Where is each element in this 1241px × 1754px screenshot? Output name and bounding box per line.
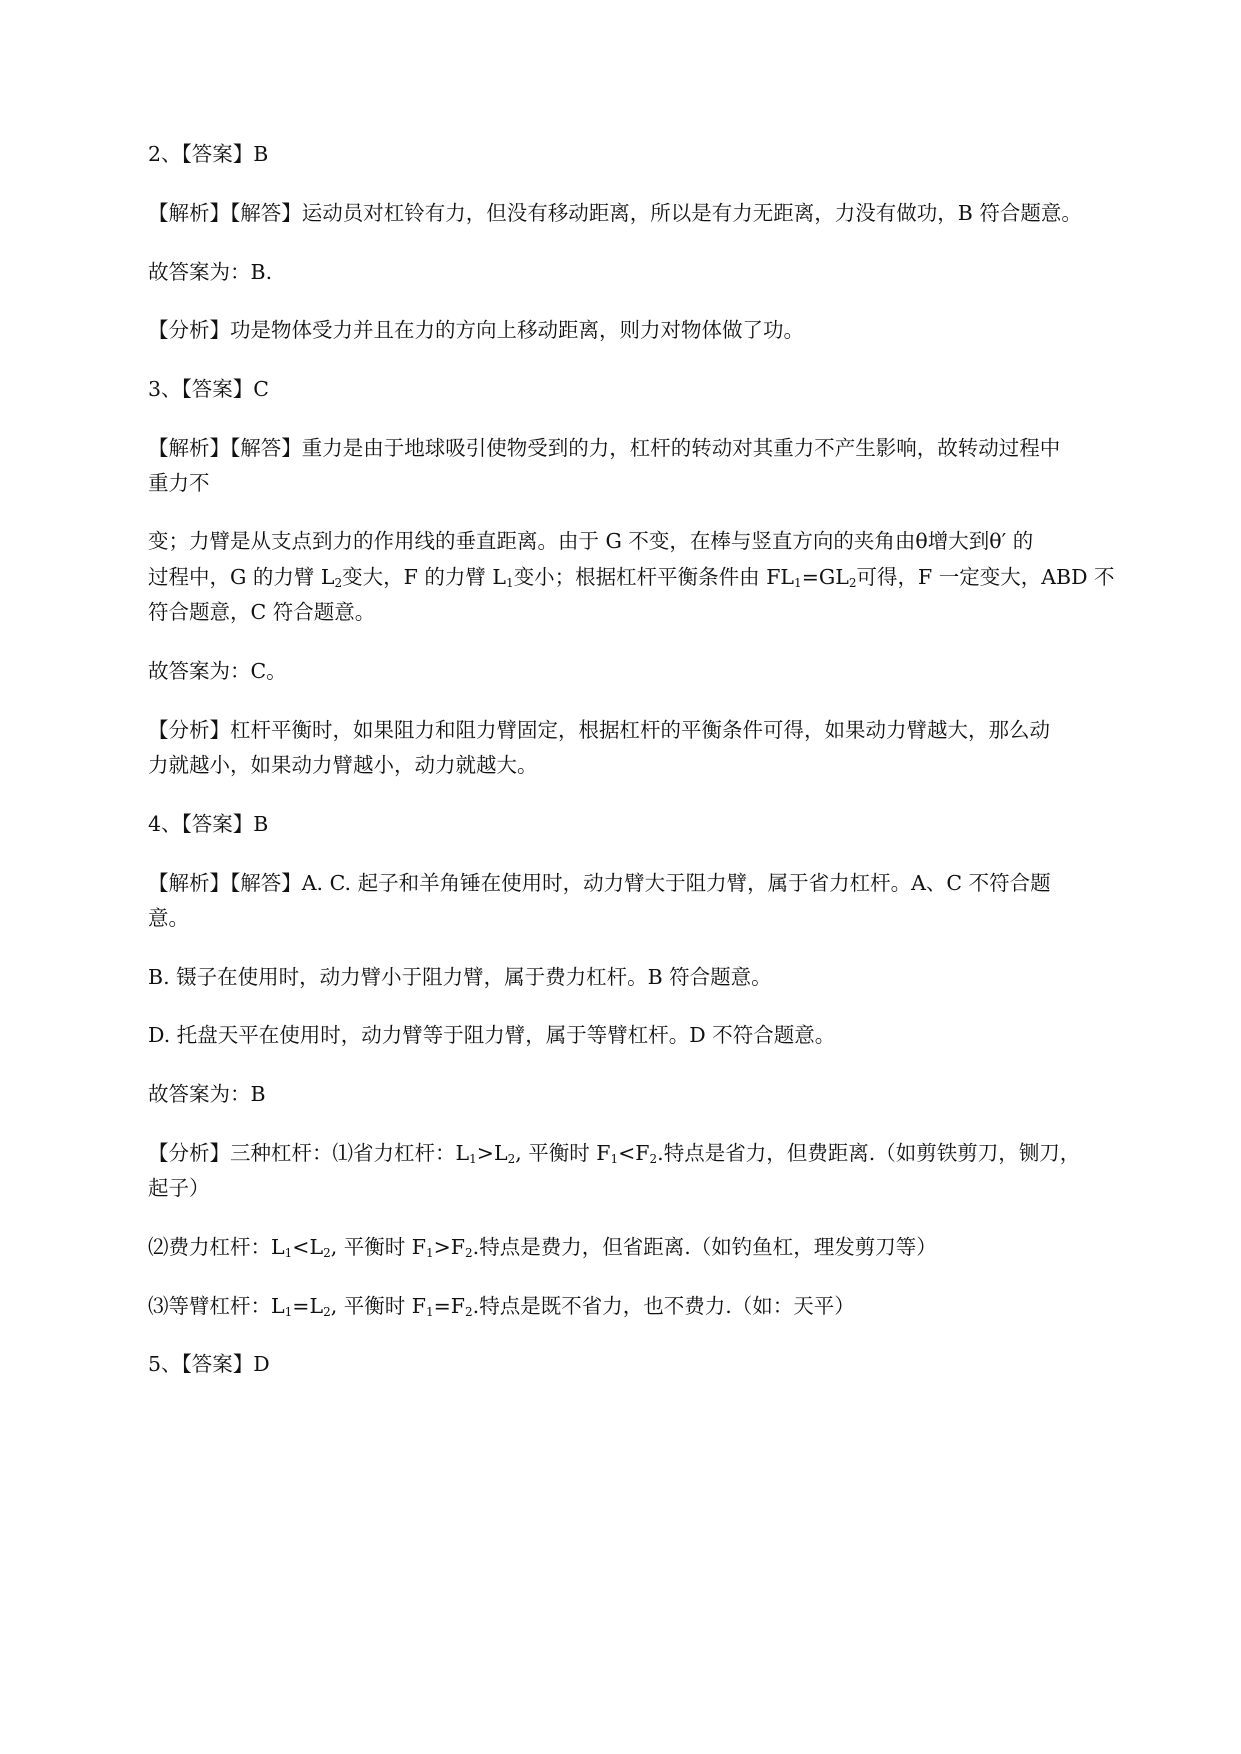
q4-option-d: D. 托盘天平在使用时，动力臂等于阻力臂，属于等臂杠杆。D 不符合题意。 <box>148 1023 836 1047</box>
q4-summary-line3: ⑵费力杠杆：$L_1<L_2$, 平衡时 $F_1>F_2$.特点是费力，但省距离.（如钓鱼杠，理发剪刀等） <box>148 1235 937 1260</box>
q4-summary-line1: 【分析】三种杠杆：⑴省力杠杆：$L_1>L_2$, 平衡时 $F_1<F_2$.特点是省力，但费距离.（如剪铁剪刀，铡刀， <box>148 1141 1081 1166</box>
q3-analysis-line1: 【解析】【解答】重力是由于地球吸引使物受到的力，杠杆的转动对其重力不产生影响，故转动过程中 <box>148 436 1061 460</box>
q4-analysis-line1: 【解析】【解答】A. C. 起子和羊角锤在使用时，动力臂大于阻力臂，属于省力杠杆。A、C 不符合题 <box>148 871 1051 895</box>
q4-option-b: B. 镊子在使用时，动力臂小于阻力臂，属于费力杠杆。B 符合题意。 <box>148 965 772 989</box>
q3-answer: 3、【答案】C <box>148 377 269 401</box>
q4-answer: 4、【答案】B <box>148 812 269 836</box>
q5-answer: 5、【答案】D <box>148 1352 270 1376</box>
q4-analysis-line2: 意。 <box>148 906 189 930</box>
q3-analysis-line5: 符合题意，C 符合题意。 <box>148 600 376 624</box>
q2-answer: 2、【答案】B <box>148 142 269 166</box>
q2-conclusion: 故答案为：B. <box>148 260 273 284</box>
q2-analysis: 【解析】【解答】运动员对杠铃有力，但没有移动距离，所以是有力无距离，力没有做功，B 符合题意。 <box>148 201 1082 225</box>
q3-analysis-line4: 过程中，G 的力臂 $L_2$变大，F 的力臂 $L_1$变小；根据杠杆平衡条件由 $FL_1=GL_2$可得，F 一定变大，ABD 不 <box>148 565 1115 590</box>
q4-conclusion: 故答案为：B <box>148 1082 266 1106</box>
q4-summary-line4: ⑶等臂杠杆：$L_1=L_2$, 平衡时 $F_1=F_2$.特点是既不省力，也不费力.（如：天平） <box>148 1294 855 1319</box>
q3-summary-line1: 【分析】杠杆平衡时，如果阻力和阻力臂固定，根据杠杆的平衡条件可得，如果动力臂越大，那么动 <box>148 718 1050 742</box>
q3-conclusion: 故答案为：C。 <box>148 659 287 683</box>
q2-summary: 【分析】功是物体受力并且在力的方向上移动距离，则力对物体做了功。 <box>148 318 804 342</box>
q3-analysis-line3: 变；力臂是从支点到力的作用线的垂直距离。由于 G 不变，在棒与竖直方向的夹角由θ增大到θ′ 的 <box>148 529 1034 553</box>
q3-analysis-line2: 重力不 <box>148 471 210 495</box>
q3-summary-line2: 力就越小，如果动力臂越小，动力就越大。 <box>148 753 538 777</box>
q4-summary-line2: 起子） <box>148 1176 210 1200</box>
